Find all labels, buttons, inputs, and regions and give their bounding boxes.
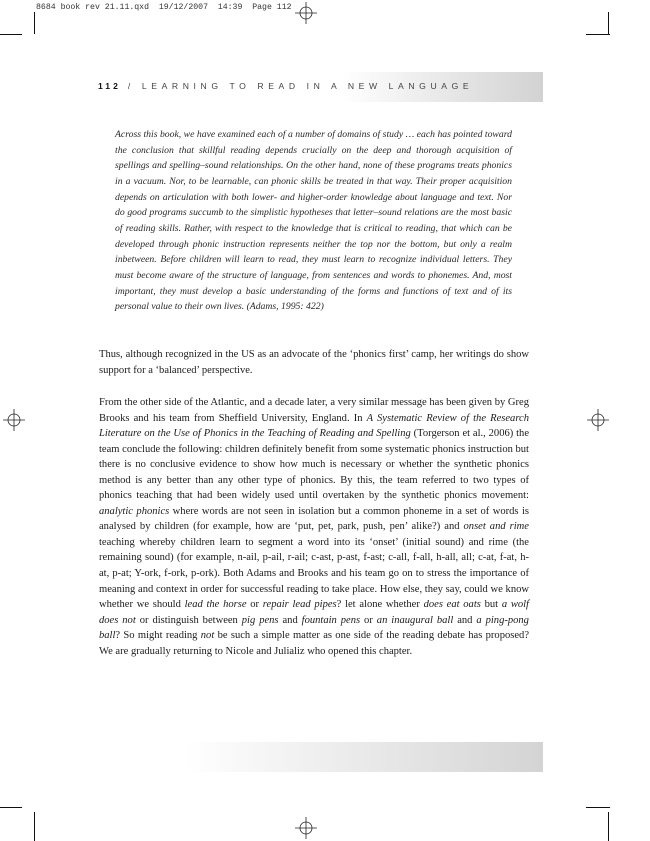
- running-head-separator: /: [127, 81, 135, 91]
- text-segment: be such a simple matter as one side of the reading debate has proposed? We are gradually returning to Nicole and Julializ who opened this chapter.: [99, 630, 529, 657]
- text-segment: (Torgerson et al., 2006) the team conclude the following: children definitely benefit from some systematic phonics instruction but there is no conclusive evidence to show how much is necessary or whether the synthetic phonics method is any better than any other type of phonics. By this, the team referred to two types of phonics teaching that had been widely used until overtaken by the synthetic phonics movement:: [99, 428, 529, 502]
- text-segment: and: [453, 614, 477, 626]
- example-phrase: fountain pens: [301, 614, 361, 626]
- crop-mark-bl-h: [0, 807, 22, 808]
- registration-mark-top-icon: [295, 2, 317, 24]
- text-segment: ? So might reading: [115, 630, 201, 642]
- crop-mark-br-v: [608, 812, 609, 841]
- term-analytic-phonics: analytic phonics: [99, 505, 170, 517]
- text-segment: or: [246, 599, 263, 611]
- example-phrase: repair lead pipes: [262, 599, 337, 611]
- example-phrase: an inaugural ball: [376, 614, 454, 626]
- running-head: [98, 81, 473, 91]
- text-segment: teaching whereby children learn to segment a word into its ‘onset’ (initial sound) and rime (the remaining sound) (for example, n-ail, p-ail, r-ail; c-ast, p-ast, f-ast; c-all, f-all, h-all, all; c-at, f-at, h-at, p-at; Y-ork, f-ork, p-ork). Both Adams and Brooks and his team go on to stress the importance of meaning and context in order for successful reading to take place. How else, they say, could we know whether we should: [99, 536, 529, 611]
- crop-mark-bl-v: [34, 812, 35, 841]
- text-segment: but: [480, 599, 502, 611]
- body-paragraph-1: Thus, although recognized in the US as an advocate of the ‘phonics first’ camp, her writings do show support for a ‘balanced’ perspective.: [99, 349, 529, 376]
- registration-mark-right-icon: [587, 409, 609, 431]
- footer-band: [96, 742, 543, 772]
- crop-mark-tr-h: [586, 34, 610, 35]
- crop-mark-br-h: [586, 807, 610, 808]
- slug-file: 8684 book rev 21.11.qxd: [36, 3, 150, 12]
- body-paragraph-2: [99, 395, 529, 659]
- page-number: 112: [98, 81, 121, 91]
- term-onset-and-rime: onset and rime: [463, 521, 529, 533]
- slug-time: 14:39: [217, 3, 243, 12]
- text-segment: or: [360, 614, 377, 626]
- block-quote: Across this book, we have examined each of a number of domains of study … each has pointed toward the conclusion that skillful reading depends crucially on the deep and thorough acquisition of spellings and spelling–sound relationships. On the other hand, none of these programs treats phonics in a vacuum. Nor, to be learnable, can phonic skills be treated in that way. Their proper acquisition depends on articulation with both lower- and higher-order knowledge about language and text. Nor do good programs succumb to the simplistic hypotheses that letter–sound relations are the most basic of reading skills. Rather, with respect to the knowledge that is critical to reading, that which can be developed through phonic instruction represents neither the top nor the bottom, but only a realm inbetween. Before children will learn to read, they must learn to recognize individual letters. They must become aware of the structure of language, from sentences and words to phonemes. And, most important, they must develop a basic understanding of the forms and functions of text and of its personal value to their own lives. (Adams, 1995: 422): [115, 129, 512, 313]
- emphasis-word: not: [200, 630, 215, 642]
- report-title: A Systematic Review of the Research Literature on the Use of Phonics in the Teaching of Reading and Spelling: [99, 412, 529, 440]
- text-segment: and: [278, 614, 302, 626]
- running-head-title: LEARNING TO READ IN A NEW LANGUAGE: [141, 81, 474, 91]
- example-phrase: a ping-pong ball: [99, 614, 529, 642]
- crop-mark-tl-v: [34, 12, 35, 34]
- text-segment: where words are not seen in isolation but a common phoneme in a set of words is analysed by children (for example, how are ‘put, pet, park, push, pen’ alike?) and: [99, 505, 529, 533]
- registration-mark-bottom-icon: [295, 817, 317, 839]
- slug-page: Page 112: [252, 3, 292, 12]
- example-phrase: does eat oats: [423, 599, 481, 611]
- print-slug: [36, 3, 292, 12]
- crop-mark-tl-h: [0, 34, 22, 35]
- example-phrase: lead the horse: [184, 599, 247, 611]
- text-segment: ? let alone whether: [336, 599, 424, 611]
- text-segment: or distinguish between: [135, 614, 242, 626]
- crop-mark-tr-v: [608, 12, 609, 34]
- slug-date: 19/12/2007: [158, 3, 208, 12]
- example-phrase: pig pens: [241, 614, 279, 626]
- registration-mark-left-icon: [3, 409, 25, 431]
- example-phrase: a wolf does not: [99, 599, 529, 626]
- text-segment: From the other side of the Atlantic, and a decade later, a very similar message has been given by Greg Brooks and his team from Sheffield University, England. In: [99, 397, 529, 424]
